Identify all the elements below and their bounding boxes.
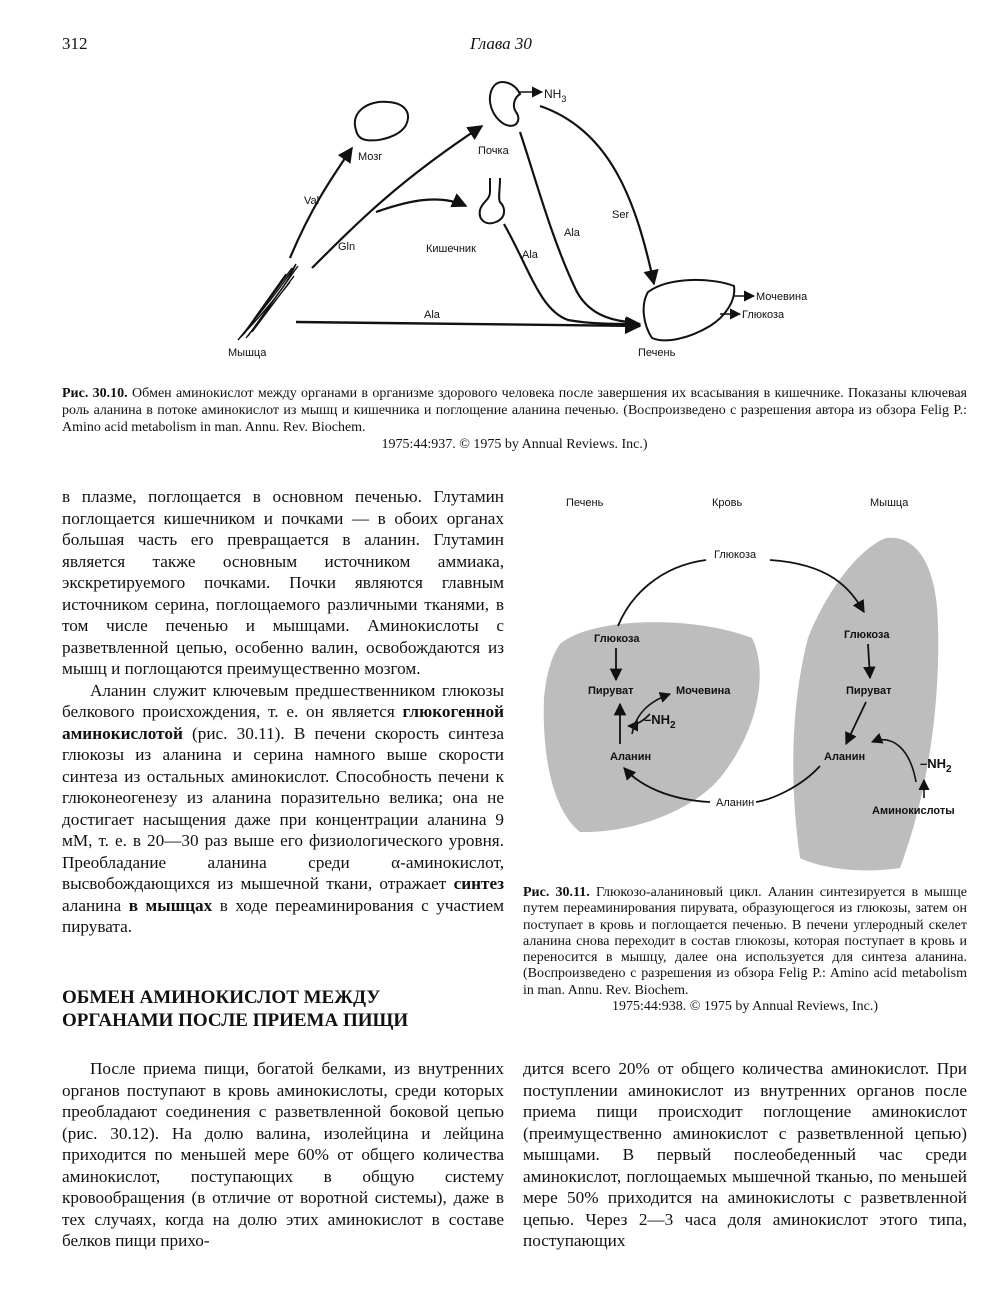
ala-label-2: Ala: [564, 227, 580, 239]
pyruvate-liver: Пируват: [588, 685, 634, 697]
glucose-liver: Глюкоза: [594, 633, 640, 645]
paragraph: дится всего 20% от общего количества аминокислот. При поступлении аминокислот из внутренних органов после приема пищи происходит поглощение аминокислот (преимущественно аминокислот с разветвленной цепью) мышцами. В первый послеобеденный час среди аминокислот, поглощаемых мышечной тканью, по меньшей мере 50% приходится на аминокислоты с разветвленной цепью. Через 2—3 часа доля аминокислот этого типа, поступающих: [523, 1059, 967, 1250]
section-heading: ОБМЕН АМИНОКИСЛОТ МЕЖДУ ОРГАНАМИ ПОСЛЕ ПРИЕМА ПИЩИ: [62, 987, 409, 1031]
ala-label-3: Ala: [424, 309, 440, 321]
alanine-muscle: Аланин: [824, 751, 866, 763]
liver-icon: [644, 280, 735, 340]
caption-label: Рис. 30.11.: [523, 885, 590, 900]
caption-label: Рис. 30.10.: [62, 386, 128, 401]
figure-30-11: [520, 488, 970, 883]
liver-label: Печень: [638, 347, 676, 359]
intestine-label: Кишечник: [426, 243, 476, 255]
paragraph: После приема пищи, богатой белками, из внутренних органов поступают в кровь аминокислоты, среди которых преобладают соединения с разветвленной боковой цепью (рис. 30.12). На долю валина, изолейцина и лейцина приходится по меньшей мере 60% от общего количества аминокислот, поступающих в общую систему кровообращения (в отличие от воротной системы), даже в тех случаях, когда на долю этих аминокислот в составе белков пищи прихо-: [62, 1059, 504, 1250]
ser-label: Ser: [612, 209, 630, 221]
arrow-ser: [540, 106, 654, 284]
caption-text: Глюкозо-аланиновый цикл. Аланин синтезируется в мышце путем переаминирования пирувата, образующегося из глюкозы, затем он поступает в кровь и поглощается печенью. В печени углеродный скелет аланина снова переходит в состав глюкозы, которая поступает в кровь и переносится в мышцу, далее она используется для синтеза аланина. (Воспроизведено с разрешения из обзора Felig P.: Amino acid metabolism in man. Annu. Rev. Biochem.: [523, 885, 967, 998]
urea-label: Мочевина: [676, 685, 731, 697]
brain-label: Мозг: [358, 151, 383, 163]
amino-acids-label: Аминокислоты: [872, 805, 955, 817]
figure-30-10: [200, 70, 840, 370]
muscle-icon: [238, 264, 298, 340]
glucose-top: Глюкоза: [714, 549, 757, 561]
muscle-header: Мышца: [870, 497, 909, 509]
muscle-label: Мышца: [228, 347, 267, 359]
caption-last-line: 1975:44:938. © 1975 by Annual Reviews, Inc.): [611, 999, 879, 1015]
nh2-muscle: $-NH_2$: [920, 756, 952, 775]
caption-last-line: 1975:44:937. © 1975 by Annual Reviews. Inc.): [381, 437, 648, 452]
nh2-liver: $-NH_2$: [644, 712, 676, 731]
val-label: Val: [304, 195, 320, 207]
liver-header: Печень: [566, 497, 604, 509]
ala-label-1: Ala: [522, 249, 538, 261]
gln-label: Gln: [338, 241, 356, 253]
paragraph: Аланин служит ключевым предшественником глюкозы белкового происхождения, т. е. он является глюкогенной аминокислотой (рис. 30.11). В печени скорость синтеза глюкозы из аланина и серина намного выше скорости синтеза из остальных аминокислот. Способность печени к глюконеогенезу из аланина поразительно велика; она не достигает насыщения даже при концентрации аланина 9 мМ, т. е. в 20—30 раз выше его физиологического уровня. Преобладание аланина среди α-аминокислот, высвобождающихся из мышечной ткани, отражает синтез аланина в мышцах в ходе переаминирования с участием пирувата.: [62, 680, 504, 936]
pyruvate-muscle: Пируват: [846, 685, 892, 697]
kidney-icon: [490, 82, 520, 126]
running-title: Глава 30: [470, 34, 532, 53]
paragraph: в плазме, поглощается в основном печенью. Глутамин поглощается кишечником и почками — в обоих органах большая часть его превращается в аланин. Глутамин является также основным источником аммиака, экскретируемого почками. Почки являются главным источником серина, поглощаемого различными тканями, в том числе печенью и мышцами. Аминокислоты с разветвленной цепью, особенно валин, освобождаются из мышц и поглощаются преимущественно мозгом.: [62, 487, 504, 678]
arrow-ala-intestine: [504, 224, 640, 324]
caption-text: Обмен аминокислот между органами в организме здорового человека после завершения их всасывания в кишечнике. Показаны ключевая роль аланина в потоке аминокислот из мышц и кишечника и поглощение аланина печенью. (Воспроизведено с разрешения автора из обзора Felig P.: Amino acid metabolism in man. Annu. Rev. Biochem.: [62, 386, 967, 435]
urea-label: Мочевина: [756, 291, 808, 303]
figure-30-11-caption: [523, 885, 967, 1015]
blood-header: Кровь: [712, 497, 743, 509]
right-column: [523, 1058, 967, 1252]
brain-icon: [355, 102, 408, 141]
alanine-liver: Аланин: [610, 751, 652, 763]
nh3-label: $NH_3$: [544, 87, 567, 104]
figure-30-10-caption: [62, 385, 967, 453]
page-number: 312: [62, 34, 88, 53]
glucose-muscle: Глюкоза: [844, 629, 890, 641]
alanine-bottom: Аланин: [716, 797, 755, 809]
glucose-label: Глюкоза: [742, 309, 785, 321]
left-column-2: [62, 1058, 504, 1252]
kidney-label: Почка: [478, 145, 509, 157]
intestine-icon: [480, 178, 504, 223]
left-column: [62, 486, 504, 938]
